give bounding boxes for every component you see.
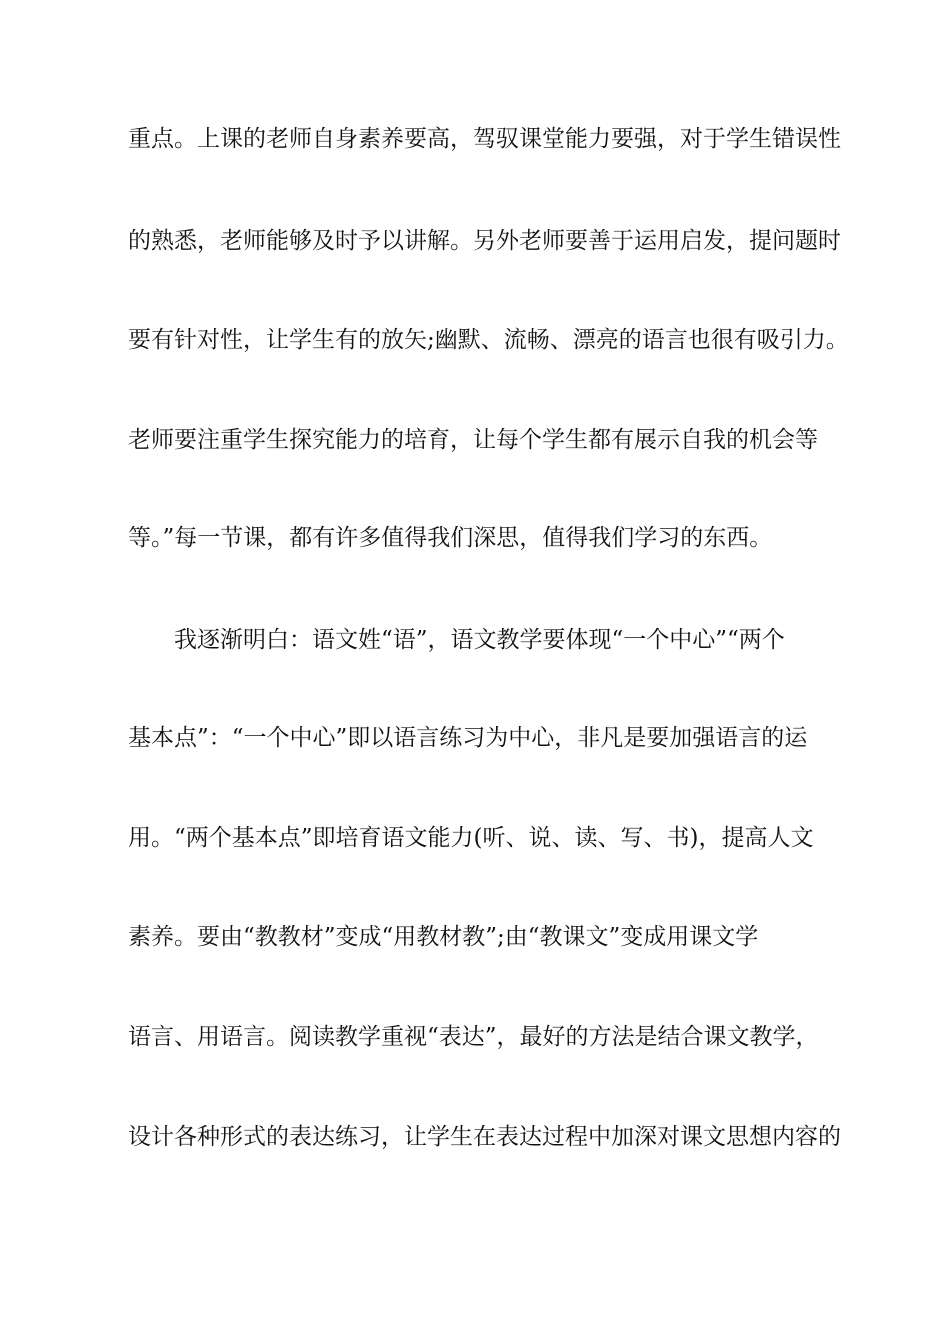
paragraph-start-line: 我逐渐明白：语文姓“语”，语文教学要体现“一个中心”“两个 [174,627,785,653]
text-line: 的熟悉，老师能够及时予以讲解。另外老师要善于运用启发，提问题时 [128,228,841,254]
text-line: 等。”每一节课，都有许多值得我们深思，值得我们学习的东西。 [128,525,773,551]
text-line: 用。“两个基本点”即培育语文能力(听、说、读、写、书)，提高人文 [128,825,814,851]
text-line: 语言、用语言。阅读教学重视“表达”，最好的方法是结合课文教学， [128,1024,819,1050]
text-line: 重点。上课的老师自身素养要高，驾驭课堂能力要强，对于学生错误性 [128,126,841,152]
text-line: 基本点”：“一个中心”即以语言练习为中心，非凡是要加强语言的运 [128,725,808,751]
text-line: 老师要注重学生探究能力的培育，让每个学生都有展示自我的机会等 [128,427,818,453]
text-line: 设计各种形式的表达练习，让学生在表达过程中加深对课文思想内容的 [128,1124,841,1150]
text-line: 要有针对性，让学生有的放矢;幽默、流畅、漂亮的语言也很有吸引力。 [128,327,849,353]
text-line: 素养。要由“教教材”变成“用教材教”;由“教课文”变成用课文学 [128,924,759,950]
